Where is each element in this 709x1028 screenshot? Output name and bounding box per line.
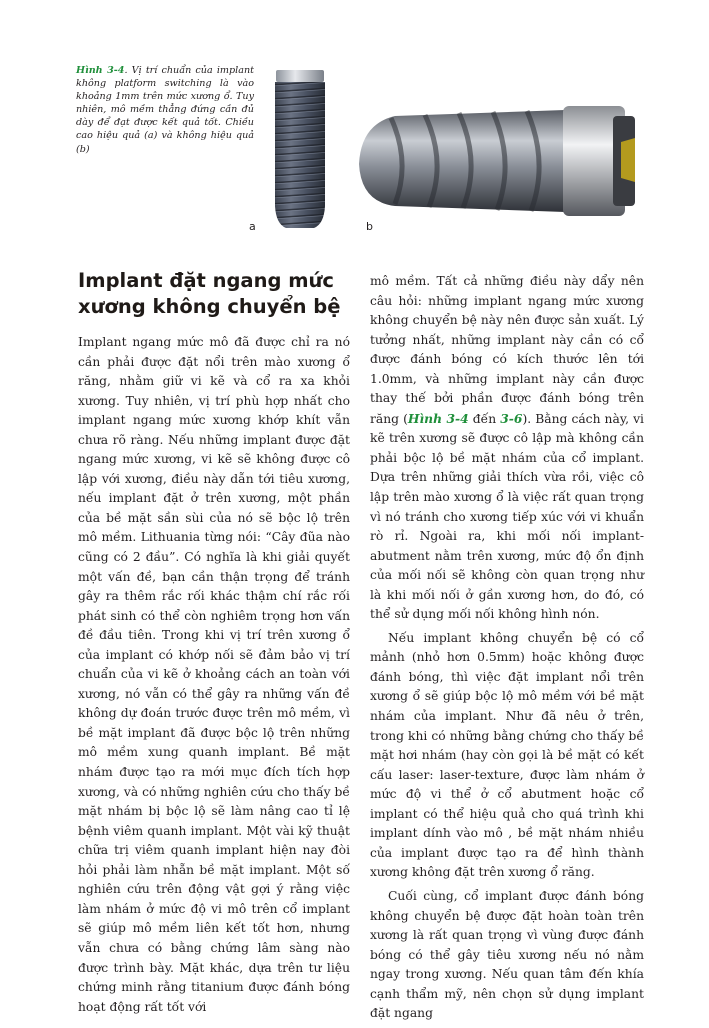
implant-photo-b [355,94,645,224]
figure-ref-link[interactable]: 3-6 [500,410,523,426]
figure-label-b: b [366,220,373,233]
paragraph-text: ). Bằng cách này, vi kẽ trên xương sẽ được cô lập mà không cần phải bộc lộ bề mặt nhám của cổ implant. Dựa trên những giải thích vừa rồi, việc cô lập trên mào xương ổ là việc rất quan trọng vì nó tránh cho xương tiếp xúc với vi khuẩn rò rỉ. Ngoài ra, khi mối nối implant-abutment nằm trên xương, mức độ ổn định của mối nối sẽ không còn quan trọng như là khi mối nối ở gần xương hơn, do đó, có thể sử dụng mối nối không hình nón. [370,411,644,622]
figure-caption-text: . Vị trí chuẩn của implant không platform switching là vào khoảng 1mm trên mức xương ổ. Tuy nhiên, mô mềm thẳng đứng cần đủ dày để đạt được kết quả tốt. Chiều cao hiệu quả (a) và không hiệu quả (b) [76,65,254,155]
paragraph: Cuối cùng, cổ implant được đánh bóng không chuyển bệ được đặt hoàn toàn trên xương là rất quan trọng vì vùng được đánh bóng có thể gây tiêu xương nếu nó nằm ngay trong xương. Nếu quan tâm đến khía cạnh thẩm mỹ, nên chọn sử dụng implant đặt ngang [370,888,644,1021]
paragraph [370,272,644,625]
text-column-left [78,333,350,1021]
figure-label-a: a [249,220,256,233]
section-heading: Implant đặt ngang mức xương không chuyển bệ [78,269,341,318]
paragraph: Nếu implant không chuyển bệ có cổ mảnh (nhỏ hơn 0.5mm) hoặc không được đánh bóng, thì việc đặt implant nổi trên xương ổ sẽ giúp bộc lộ mô mềm với bề mặt nhám của implant. Như đã nêu ở trên, trong khi có những bằng chứng cho thấy bề mặt hơi nhám (hay còn gọi là bề mặt có kết cấu laser: laser-texture, được làm nhám ở mức độ vi thể ở cổ abutment hoặc cổ implant có thể hiệu quả cho quá trình khi implant dính vào mô , bề mặt nhám nhiều của implant được tạo ra để hình thành xương không đặt trên xương ổ răng. [370,630,644,880]
paragraph: Implant ngang mức mô đã được chỉ ra nó cần phải được đặt nổi trên mào xương ổ răng, nhằm giữ vi kẽ và cổ ra xa khỏi xương. Tuy nhiên, vị trí phù hợp nhất cho implant ngang mức xương khớp khít vẫn chưa rõ ràng. Nếu những implant được đặt ngang mức xương, vi kẽ sẽ không được cô lập với xương, điều này dẫn tới tiêu xương, nếu implant đặt ở trên xương, một phần của bề mặt sần sùi của nó sẽ bộc lộ trên mô mềm. Lithuania từng nói: “Cây đũa nào cũng có 2 đầu”. Có nghĩa là khi giải quyết một vấn đề, bạn cần thận trọng để tránh gây ra thêm rắc rối khác thậm chí rắc rối phát sinh có thể còn nghiêm trọng hơn vấn đề đầu tiên. Trong khi vị trí trên xương ổ của implant có khớp nối sẽ đảm bảo vị trí chuẩn của vi kẽ ở khoảng cách an toàn với xương, nó vẫn có thể gây ra những vấn đề không dự đoán trước được trên mô mềm, vì bề mặt implant đã được bộc lộ trên những mô mềm xung quanh implant. Bề mặt nhám được tạo ra mới mục đích tích hợp xương, và có những nghiên cứu cho thấy bề mặt nhám bị bộc lộ sẽ làm nâng cao tỉ lệ bệnh viêm quanh implant. Một vài kỹ thuật chữa trị viêm quanh implant hiện nay đòi hỏi phải làm nhẵn bề mặt implant. Một số nghiên cứu trên động vật gợi ý rằng việc làm nhám ở mức độ vi mô trên cổ implant sẽ giúp mô mềm liên kết tốt hơn, nhưng vẫn chưa có bằng chứng lâm sàng nào được trình bày. Mặt khác, dựa trên tư liệu chứng minh rằng titanium được đánh bóng hoạt động rất tốt với [78,335,350,1014]
paragraph-text: đến [468,411,501,426]
text-column-right [370,272,644,1028]
paragraph-text: mô mềm. Tất cả những điều này dẩy nên câu hỏi: những implant ngang mức xương không chuyển bệ này nên được sản xuất. Lý tưởng nhất, những implant này cần có cổ được đánh bóng có kích thước lên tới 1.0mm, và những implant này cần được thay thế bởi phần được đánh bóng trên răng ( [370,274,644,426]
figure-ref-link[interactable]: Hình 3-4 [407,410,469,426]
implant-photo-a [270,66,330,234]
figure-caption [76,64,254,156]
figure-caption-ref: Hình 3-4 [76,65,125,76]
